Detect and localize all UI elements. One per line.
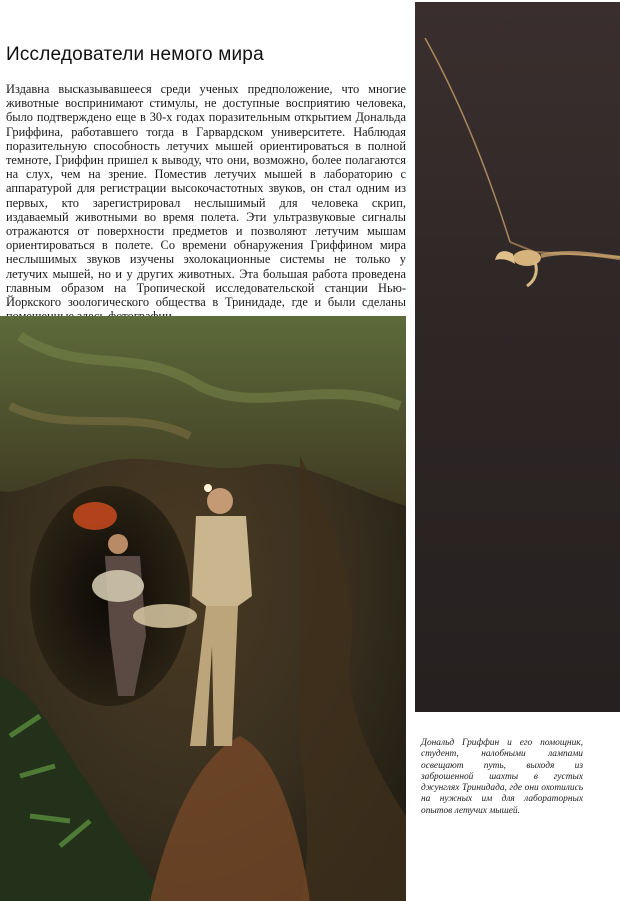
lamp-glow: [73, 502, 117, 530]
photo-caption: Дональд Гриффин и его помощник, студент, налобными лампами освещают путь, выходя из заброшенной шахты в густых джунглях Тринидада, где они охотились на нужных им для лабораторных опытов летучих мышей.: [421, 738, 583, 816]
page-title: Исследователи немого мира: [6, 44, 264, 65]
bat-net: [92, 570, 144, 602]
article-paragraph: Издавна высказывавшееся среди ученых предположение, что многие животные воспринимают стимулы, не доступные восприятию человека, было подтверждено еще в 30-х годах поразительным открытием Дональда Гриффина, работавшего тогда в Гарвардском университете. Наблюдая поразительную способность летучих мышей ориентироваться в полной темноте, Гриффин пришел к выводу, что они, возможно, более полагаются на слух, чем на зрение. Поместив летучих мышей в лабораторию с аппаратурой для регистрации высокочастотных звуков, он стал одним из первых, кто зарегистрировал неслышимый для человека скрип, издаваемый животными во время полета. Эти ультразвуковые сигналы отражаются от поверхности предметов и позволяют летучим мышам ориентироваться в полете. Со времени обнаружения Гриффином мира неслышимых звуков изучены эхолокационные системы не только у летучих мышей, но и у других животных. Эта большая работа проведена главным образом на Тропической исследовательской станции Нью-Йоркского зоологического общества в Тринидаде, где и были сделаны: [6, 82, 406, 310]
headlamp: [204, 484, 212, 492]
bat-flight-photo: [415, 2, 620, 712]
cave-photo: [0, 316, 406, 901]
